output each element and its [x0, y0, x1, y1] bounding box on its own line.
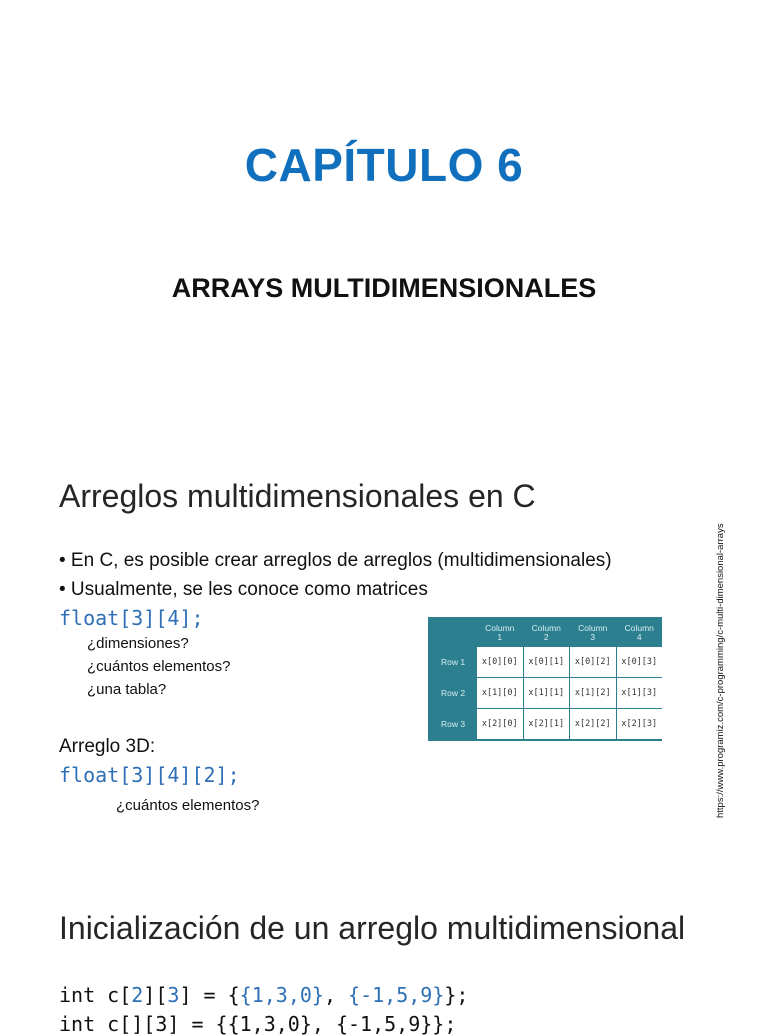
source-url: https://www.programiz.com/c-programming/c-multi-dimensional-arrays — [715, 523, 726, 818]
diagram-cell: x[0][2] — [570, 647, 616, 677]
diagram-cell: x[2][0] — [477, 709, 523, 739]
code-token: {1,3,0} — [239, 983, 324, 1007]
question-item: ¿una tabla? — [87, 681, 167, 698]
diagram-row-header: Row 1 — [440, 657, 466, 667]
code-token: ][ — [143, 983, 168, 1007]
chapter-title: CAPÍTULO 6 — [244, 139, 524, 191]
code-token: int c[ — [59, 983, 132, 1007]
bullet-list — [59, 546, 612, 604]
diagram-column-header — [477, 619, 523, 646]
code-token: 3 — [167, 983, 180, 1007]
diagram-cell: x[0][1] — [524, 647, 570, 677]
diagram-column-header-line: Column — [578, 622, 608, 633]
question-list — [87, 632, 230, 701]
section-title-arrays: Arreglos multidimensionales en C — [59, 478, 536, 514]
diagram-cell: x[1][3] — [617, 678, 663, 708]
code-token: 2 — [131, 983, 144, 1007]
diagram-column-header — [617, 619, 663, 646]
array-diagram-grid — [430, 619, 660, 739]
diagram-column-header-line: 2 — [543, 631, 549, 642]
diagram-cell: x[1][0] — [477, 678, 523, 708]
diagram-row-header: Row 3 — [440, 719, 466, 729]
diagram-column-header — [524, 619, 570, 646]
diagram-cell: x[2][1] — [524, 709, 570, 739]
diagram-column-header-line: Column — [531, 622, 561, 633]
diagram-cell: x[0][0] — [477, 647, 523, 677]
diagram-column-header-line: 4 — [636, 631, 642, 642]
diagram-cell: x[2][3] — [617, 709, 663, 739]
diagram-column-header — [570, 619, 616, 646]
code-init-line-2: int c[][3] = {{1,3,0}, {-1,5,9}}; — [59, 1012, 457, 1036]
diagram-cell: x[0][3] — [617, 647, 663, 677]
diagram-cell: x[1][1] — [524, 678, 570, 708]
question-item: ¿cuántos elementos? — [87, 658, 231, 675]
diagram-cell: x[2][2] — [570, 709, 616, 739]
code-init-line-1 — [59, 983, 468, 1007]
section-title-initialization: Inicialización de un arreglo multidimensional — [59, 910, 686, 946]
diagram-column-header-line: Column — [624, 622, 654, 633]
code-token: }; — [444, 983, 469, 1007]
diagram-corner-cell — [430, 619, 476, 646]
code-token: ] = { — [179, 983, 240, 1007]
chapter-subtitle: ARRAYS MULTIDIMENSIONALES — [171, 273, 597, 303]
code-float-2d: float[3][4]; — [59, 606, 204, 630]
diagram-column-header-line: Column — [485, 622, 515, 633]
diagram-cell: x[1][2] — [570, 678, 616, 708]
diagram-column-header-line: 3 — [590, 631, 596, 642]
question-3d: ¿cuántos elementos? — [116, 797, 260, 814]
code-float-3d: float[3][4][2]; — [59, 763, 240, 787]
code-token: {-1,5,9} — [348, 983, 445, 1007]
code-token: , — [323, 983, 349, 1007]
bullet-item: • En C, es posible crear arreglos de arreglos (multidimensionales) — [59, 550, 612, 571]
diagram-row-header: Row 2 — [440, 688, 466, 698]
question-item: ¿dimensiones? — [87, 635, 189, 652]
bullet-item: • Usualmente, se les conoce como matrices — [59, 579, 428, 600]
label-3d-array: Arreglo 3D: — [59, 736, 156, 757]
array-diagram — [428, 617, 662, 741]
diagram-column-header-line: 1 — [497, 631, 503, 642]
